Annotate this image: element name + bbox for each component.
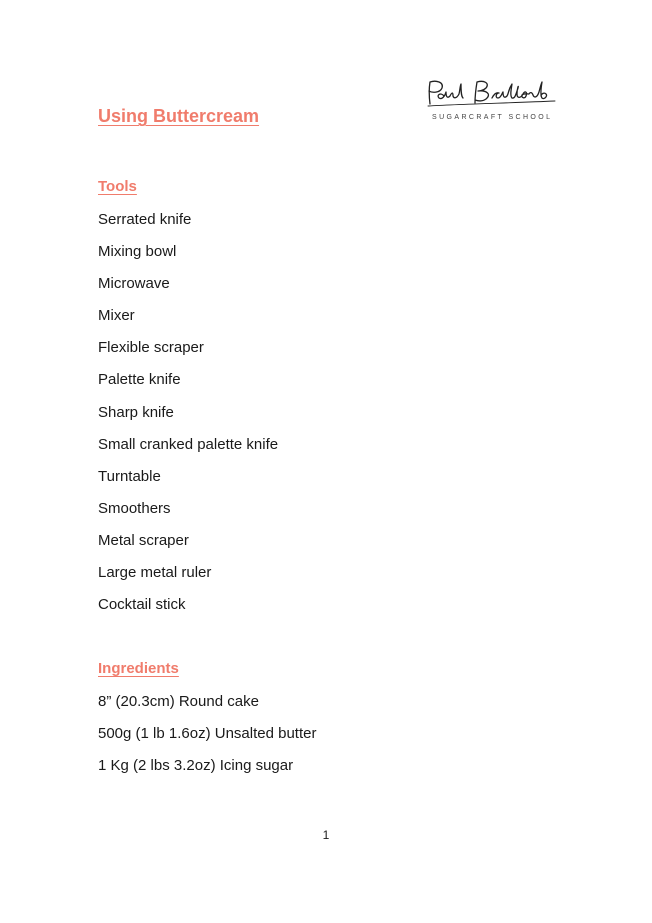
list-item: Cocktail stick <box>98 596 186 614</box>
document-title: Using Buttercream <box>98 106 260 126</box>
list-item: Smoothers <box>98 499 171 517</box>
tools-list <box>98 210 278 627</box>
list-item: Palette knife <box>98 371 181 389</box>
tools-heading: Tools <box>98 178 137 195</box>
list-item: 500g (1 lb 1.6oz) Unsalted butter <box>98 725 317 743</box>
ingredients-list <box>98 692 316 788</box>
list-item: Metal scraper <box>98 531 189 549</box>
page-number: 1 <box>322 828 330 842</box>
list-item: Small cranked palette knife <box>98 435 279 453</box>
brand-logo <box>420 78 560 128</box>
list-item: Sharp knife <box>98 403 174 421</box>
list-item: Flexible scraper <box>98 339 204 357</box>
signature-logo-icon <box>420 78 560 112</box>
list-item: 1 Kg (2 lbs 3.2oz) Icing sugar <box>98 757 294 775</box>
list-item: 8” (20.3cm) Round cake <box>98 693 259 710</box>
list-item: Mixing bowl <box>98 243 177 261</box>
list-item: Mixer <box>98 307 135 325</box>
list-item: Turntable <box>98 467 161 485</box>
logo-subtitle: SUGARCRAFT SCHOOL <box>432 114 553 121</box>
list-item: Large metal ruler <box>98 564 212 582</box>
ingredients-heading: Ingredients <box>98 660 179 677</box>
list-item: Microwave <box>98 275 170 293</box>
list-item: Serrated knife <box>98 211 192 228</box>
